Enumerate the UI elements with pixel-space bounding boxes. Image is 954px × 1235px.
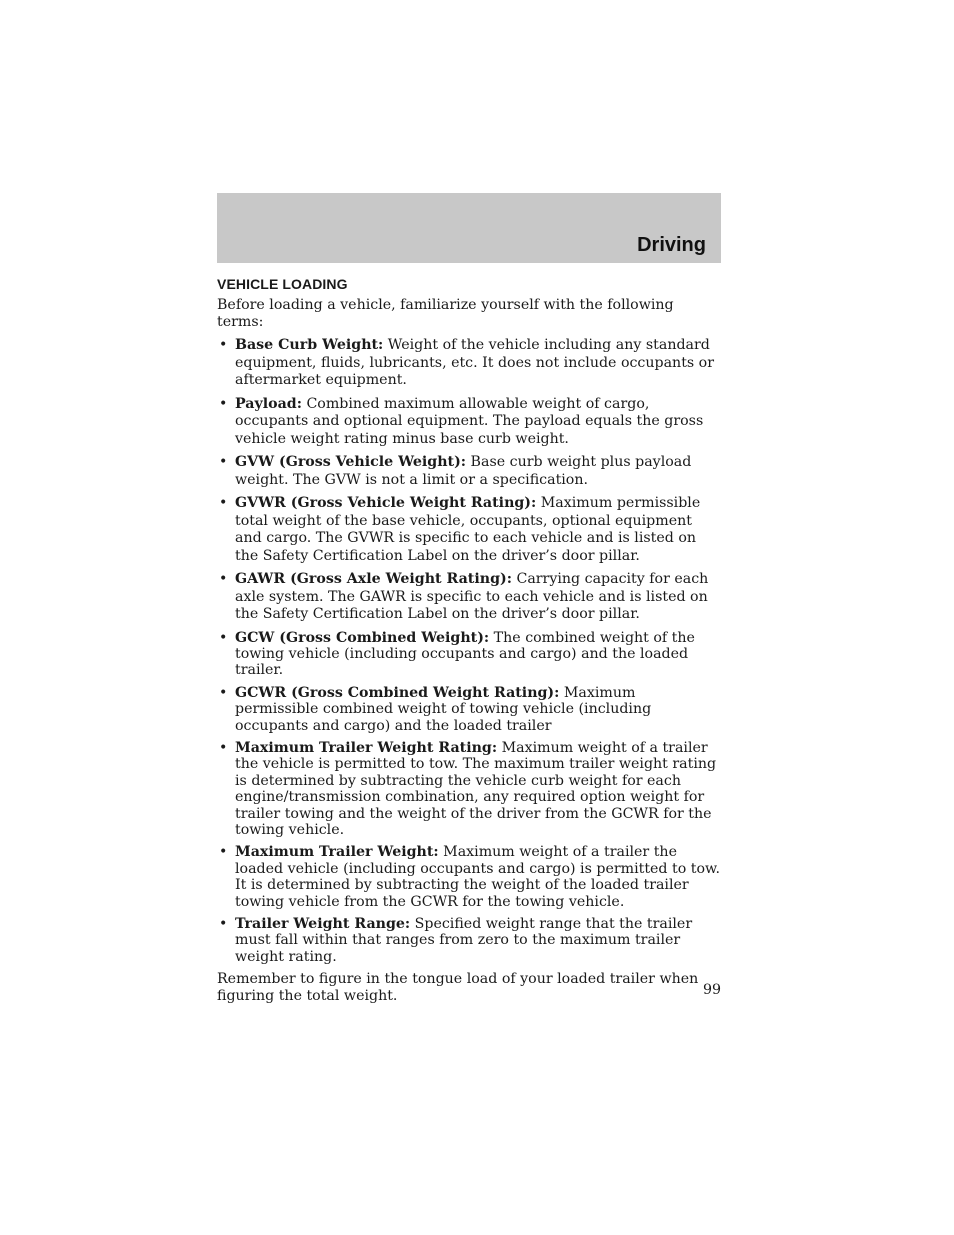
term-label: Maximum Trailer Weight Rating: — [235, 739, 498, 756]
term-label: GCW (Gross Combined Weight): — [235, 629, 490, 646]
term-item — [217, 454, 723, 489]
bullet-icon: • — [219, 495, 228, 511]
term-definition: Maximum permissible total weight of the base vehicle, occupants, optional equipment and cargo. The GVWR is specific to each vehicle and is listed on the Safety Certification Label on the driver’s door pillar. — [235, 495, 701, 564]
term-label: Payload: — [235, 395, 302, 412]
chapter-title: Driving — [637, 234, 706, 256]
bullet-icon: • — [219, 629, 228, 646]
term-item — [217, 916, 723, 965]
closing-paragraph: Remember to figure in the tongue load of your loaded trailer when figuring the total weight. — [217, 971, 699, 1004]
bullet-icon: • — [219, 571, 228, 587]
bullet-icon: • — [219, 844, 228, 861]
chapter-header-band — [217, 193, 721, 263]
bullet-icon: • — [219, 337, 228, 353]
term-item — [217, 844, 723, 910]
term-definition: The combined weight of the towing vehicle (including occupants and cargo) and the loaded trailer. — [235, 629, 695, 679]
term-definition: Base curb weight plus payload weight. The GVW is not a limit or a specification. — [235, 454, 692, 488]
term-label: GVW (Gross Vehicle Weight): — [235, 454, 467, 470]
term-item — [217, 630, 723, 679]
term-label: GAWR (Gross Axle Weight Rating): — [235, 571, 512, 587]
bullet-icon: • — [219, 684, 228, 701]
bullet-icon: • — [219, 395, 228, 412]
term-label: Maximum Trailer Weight: — [235, 844, 439, 861]
page-content — [217, 276, 723, 1004]
term-item — [217, 396, 723, 449]
term-label: GCWR (Gross Combined Weight Rating): — [235, 684, 560, 701]
term-definition: Maximum weight of a trailer the loaded vehicle (including occupants and cargo) is permitted to tow. It is determined by subtracting the weight of the loaded trailer towing vehicle from the GCWR for the towing vehicle. — [235, 844, 720, 910]
term-label: Trailer Weight Range: — [235, 916, 411, 932]
term-definition: Combined maximum allowable weight of cargo, occupants and optional equipment. The payload equals the gross vehicle weight rating minus base curb weight. — [235, 395, 704, 447]
section-heading: VEHICLE LOADING — [217, 276, 348, 292]
term-definition: Weight of the vehicle including any standard equipment, fluids, lubricants, etc. It does not include occupants or aftermarket equipment. — [235, 337, 715, 388]
term-definition: Carrying capacity for each axle system. The GAWR is specific to each vehicle and is listed on the Safety Certification Label on the driver’s door pillar. — [235, 571, 709, 622]
page-number: 99 — [702, 982, 721, 998]
term-label: GVWR (Gross Vehicle Weight Rating): — [235, 495, 537, 511]
bullet-icon: • — [219, 916, 228, 932]
intro-paragraph: Before loading a vehicle, familiarize yourself with the following terms: — [217, 297, 674, 330]
term-item — [217, 740, 723, 838]
term-item — [217, 571, 723, 624]
bullet-icon: • — [219, 454, 228, 470]
term-item — [217, 495, 723, 565]
term-definition: Maximum weight of a trailer the vehicle is permitted to tow. The maximum trailer weight rating is determined by subtracting the vehicle curb weight for each engine/transmission combination, any required option weight for trailer towing and the weight of the driver from the GCWR for the towing vehicle. — [235, 739, 717, 838]
term-definition: Specified weight range that the trailer must fall within that ranges from zero to the maximum trailer weight rating. — [235, 916, 693, 965]
terms-list — [217, 337, 723, 965]
bullet-icon: • — [219, 739, 228, 756]
term-definition: Maximum permissible combined weight of towing vehicle (including occupants and cargo) and the loaded trailer — [235, 684, 652, 734]
term-label: Base Curb Weight: — [235, 337, 384, 353]
term-item — [217, 685, 723, 734]
term-item — [217, 337, 723, 390]
